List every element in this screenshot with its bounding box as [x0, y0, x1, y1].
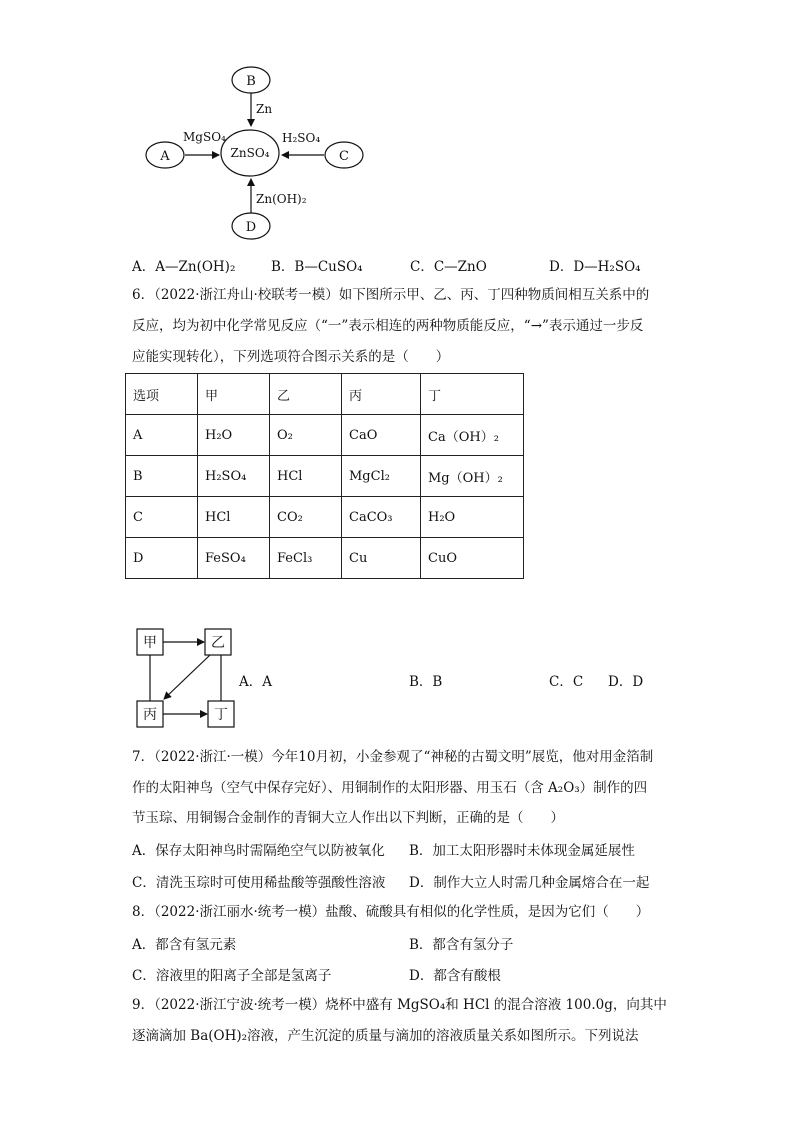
table-row — [126, 538, 524, 579]
q6-table — [125, 373, 524, 579]
q7-option-c[interactable]: C．清洗玉琮时可使用稀盐酸等强酸性溶液 — [132, 875, 386, 891]
table-cell: H₂O — [198, 415, 270, 456]
q8-option-b[interactable]: B．都含有氢分子 — [409, 937, 514, 953]
q8-option-a[interactable]: A．都含有氢元素 — [132, 937, 237, 953]
table-header-cell: 丁 — [421, 374, 524, 415]
q7-option-d[interactable]: D．制作大立人时需几种金属熔合在一起 — [409, 875, 650, 891]
table-cell: CaO — [342, 415, 421, 456]
table-row — [126, 497, 524, 538]
q6-option-d[interactable]: D．D — [608, 674, 644, 690]
q5-option-b[interactable]: B．B—CuSO₄ — [271, 259, 363, 275]
box-jia-label: 甲 — [143, 635, 157, 651]
q7-option-b[interactable]: B．加工太阳形器时未体现金属延展性 — [409, 843, 635, 859]
q7-stem-line-3: 节玉琮、用铜锡合金制作的青铜大立人作出以下判断，正确的是（ ） — [132, 810, 564, 826]
table-cell: D — [126, 538, 198, 579]
box-yi-label: 乙 — [211, 635, 225, 651]
table-cell: B — [126, 456, 198, 497]
node-c-label: C — [339, 149, 349, 164]
table-cell: H₂O — [421, 497, 524, 538]
table-cell: FeCl₃ — [270, 538, 342, 579]
box-bing-label: 丙 — [143, 707, 157, 723]
table-cell: C — [126, 497, 198, 538]
table-row — [126, 456, 524, 497]
node-center-label: ZnSO₄ — [230, 146, 270, 160]
table-header-cell: 丙 — [342, 374, 421, 415]
table-cell: H₂SO₄ — [198, 456, 270, 497]
q8-option-d[interactable]: D．都含有酸根 — [409, 968, 501, 984]
q6-diagram — [130, 622, 240, 732]
table-cell: Cu — [342, 538, 421, 579]
q6-stem-line-2: 反应，均为初中化学常见反应（“一”表示相连的两种物质能反应，“→”表示通过一步反 — [132, 318, 644, 334]
table-cell: CO₂ — [270, 497, 342, 538]
q7-stem-line-1: 7．（2022·浙江·一模）今年10月初，小金参观了“神秘的古蜀文明”展览，他对用金箔制 — [132, 749, 654, 765]
box-ding-label: 丁 — [214, 707, 228, 723]
table-cell: HCl — [270, 456, 342, 497]
node-d-label: D — [245, 220, 257, 235]
q8-option-c[interactable]: C．溶液里的阳离子全部是氢离子 — [132, 968, 332, 984]
arrow-a-label: MgSO₄ — [183, 130, 226, 144]
table-header-cell: 甲 — [198, 374, 270, 415]
table-cell: Mg（OH）₂ — [421, 456, 524, 497]
table-cell: O₂ — [270, 415, 342, 456]
table-cell: HCl — [198, 497, 270, 538]
q7-option-a[interactable]: A．保存太阳神鸟时需隔绝空气以防被氧化 — [132, 843, 385, 859]
arrow-c-label: H₂SO₄ — [282, 131, 321, 145]
q5-option-c[interactable]: C．C—ZnO — [410, 259, 487, 275]
node-b-label: B — [246, 74, 256, 89]
table-cell: CaCO₃ — [342, 497, 421, 538]
table-cell: A — [126, 415, 198, 456]
table-row — [126, 415, 524, 456]
q9-stem-line-2: 逐滴滴加 Ba(OH)₂溶液，产生沉淀的质量与滴加的溶液质量关系如图所示。下列说法 — [132, 1028, 639, 1044]
table-cell: CuO — [421, 538, 524, 579]
q6-option-a[interactable]: A．A — [239, 674, 272, 690]
q5-diagram — [130, 62, 370, 242]
q8-stem-line-1: 8．（2022·浙江丽水·统考一模）盐酸、硫酸具有相似的化学性质，是因为它们（ ） — [132, 904, 650, 920]
q7-stem-line-2: 作的太阳神鸟（空气中保存完好）、用铜制作的太阳形器、用玉石（含 A₂O₃）制作的四 — [132, 780, 648, 796]
q5-option-d[interactable]: D．D—H₂SO₄ — [549, 259, 641, 275]
table-cell: Ca（OH）₂ — [421, 415, 524, 456]
table-cell: FeSO₄ — [198, 538, 270, 579]
arrow-d-label: Zn(OH)₂ — [256, 192, 307, 206]
q6-option-b[interactable]: B．B — [409, 674, 443, 690]
q9-stem-line-1: 9．（2022·浙江宁波·统考一模）烧杯中盛有 MgSO₄和 HCl 的混合溶液 100.0g，向其中 — [132, 997, 667, 1013]
q6-option-c[interactable]: C．C — [549, 674, 584, 690]
q6-table-header-row — [126, 374, 524, 415]
arrow-yi-bing — [164, 655, 210, 699]
node-a-label: A — [160, 149, 170, 164]
q5-option-a[interactable]: A．A—Zn(OH)₂ — [132, 259, 236, 275]
table-header-cell: 乙 — [270, 374, 342, 415]
table-header-cell: 选项 — [126, 374, 198, 415]
q6-stem-line-1: 6．（2022·浙江舟山·校联考一模）如下图所示甲、乙、丙、丁四种物质间相互关系中的 — [132, 287, 650, 303]
arrow-b-label: Zn — [256, 102, 273, 116]
q6-stem-line-3: 应能实现转化），下列选项符合图示关系的是（ ） — [132, 349, 450, 365]
table-cell: MgCl₂ — [342, 456, 421, 497]
